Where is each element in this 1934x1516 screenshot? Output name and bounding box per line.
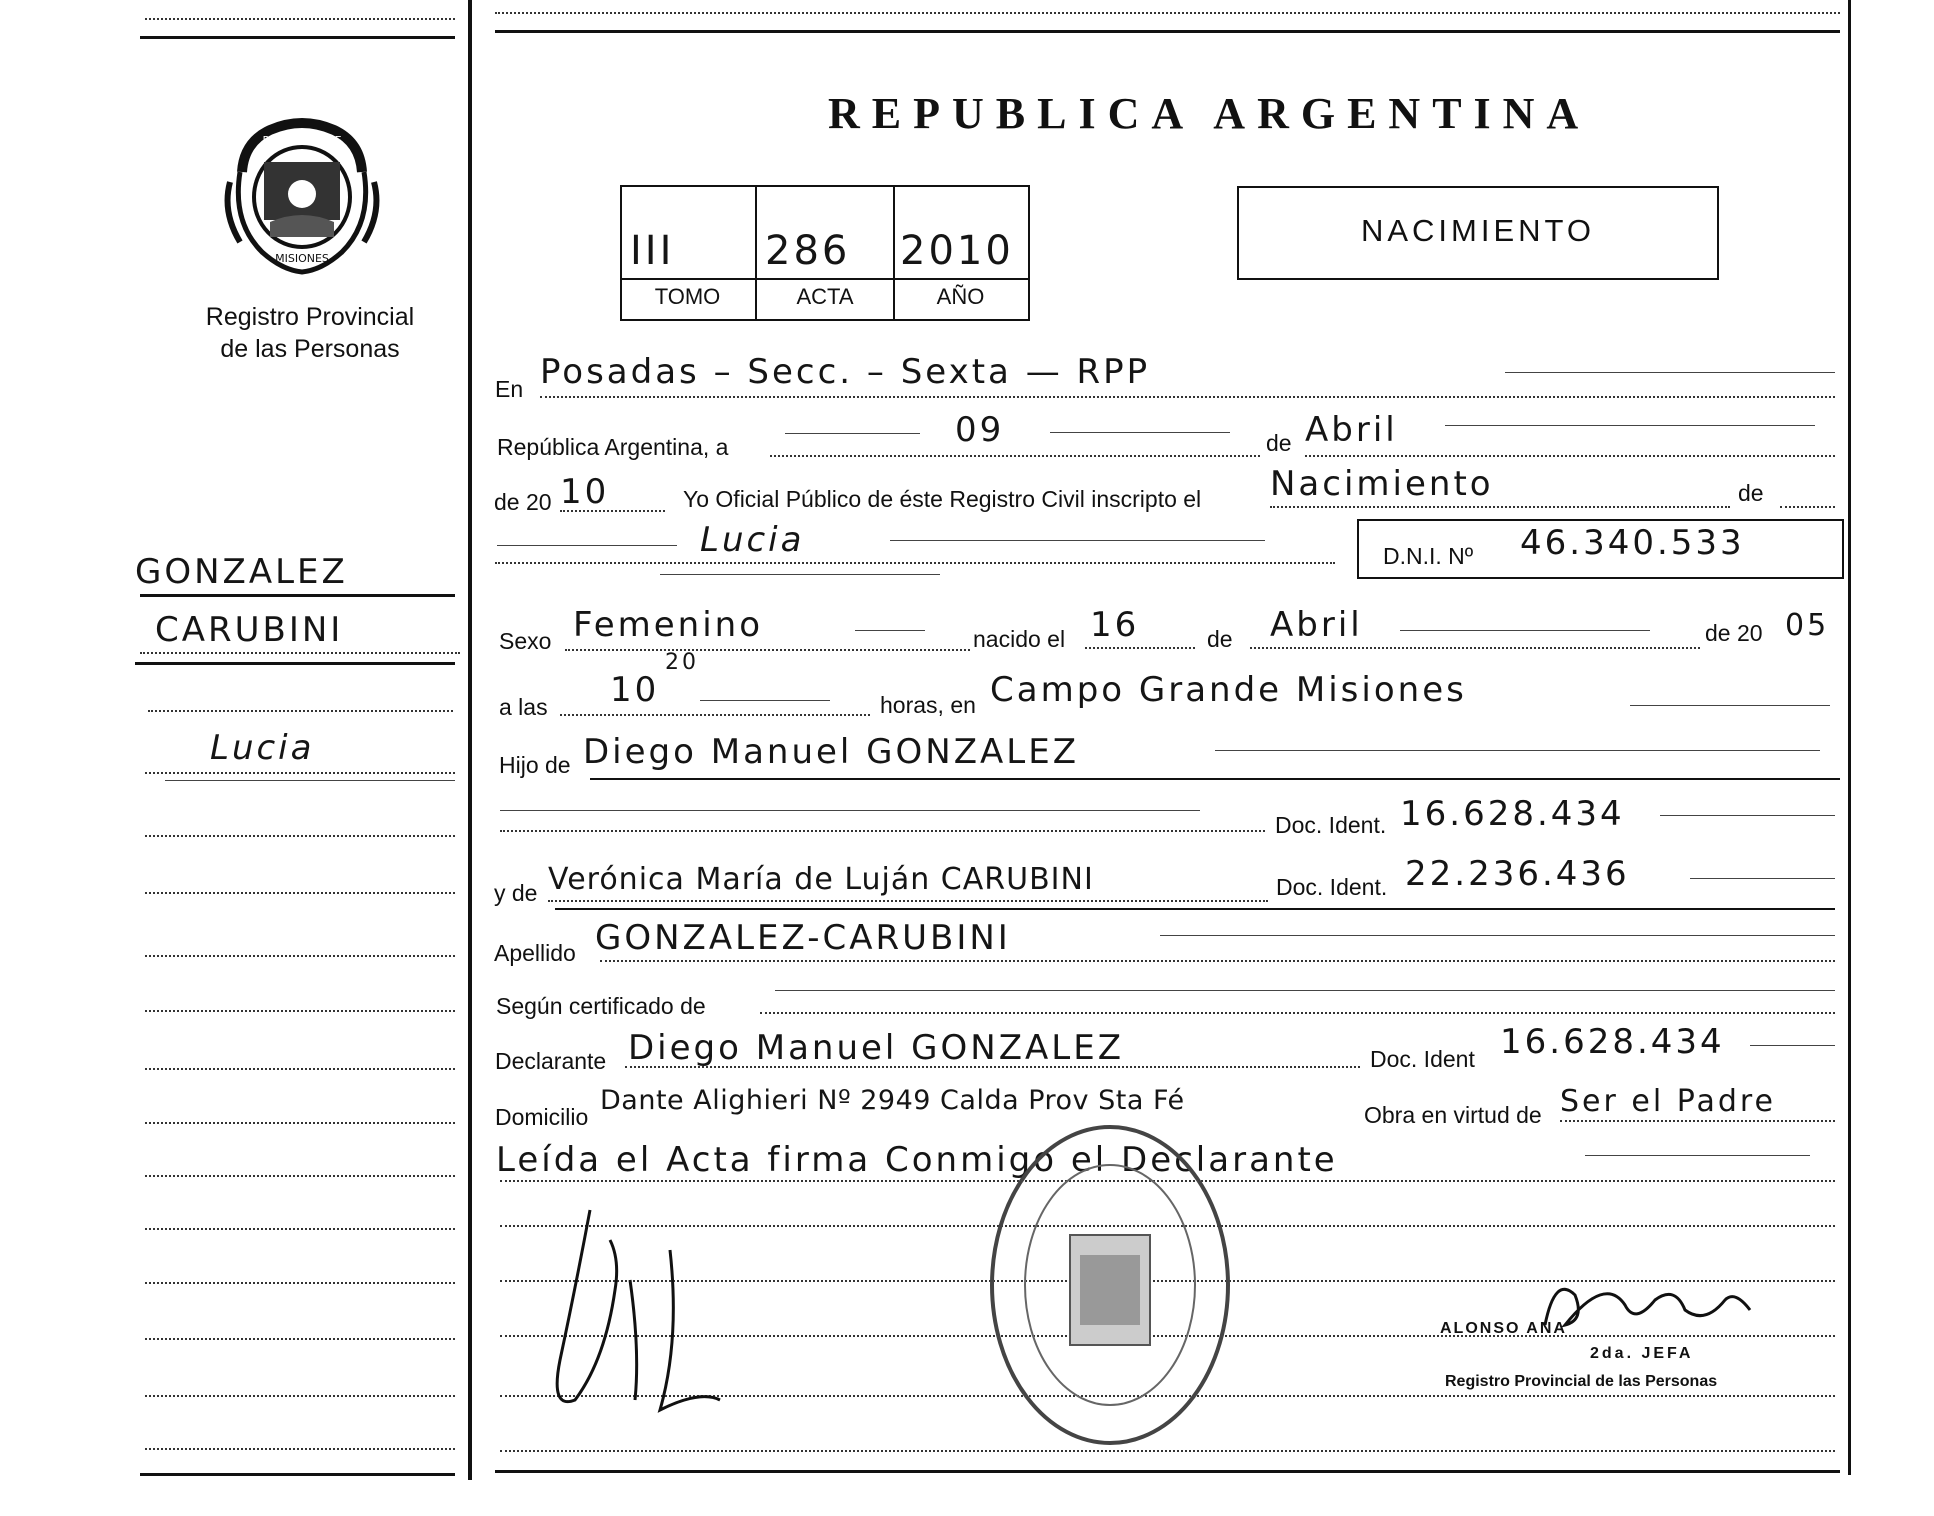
obra-label: Obra en virtud de	[1364, 1102, 1542, 1128]
top-rule	[495, 30, 1840, 33]
horas-label: horas, en	[880, 692, 976, 718]
fill-line	[775, 990, 1835, 991]
form-dotted-line	[1305, 455, 1835, 457]
fill-line	[1690, 878, 1835, 879]
margin-surname2: CARUBINI	[155, 610, 344, 650]
fill-line	[590, 778, 1840, 780]
anio-label: AÑO	[936, 284, 985, 309]
margin-dotted-line	[145, 1395, 455, 1397]
fill-line	[1215, 750, 1820, 751]
dni-value: 46.340.533	[1520, 523, 1745, 563]
name-value: Lucia	[700, 520, 805, 560]
top-dotted-line	[495, 12, 1840, 14]
hijo-label: Hijo de	[499, 752, 571, 778]
alas-label: a las	[499, 694, 548, 720]
mother-name: Verónica María de Luján CARUBINI	[548, 862, 1094, 897]
official-name: ALONSO ANA	[1440, 1320, 1567, 1337]
fill-line	[785, 433, 920, 434]
mother-doc: 22.236.436	[1405, 854, 1630, 894]
segun-label: Según certificado de	[496, 993, 706, 1019]
fill-line	[890, 540, 1265, 541]
bottom-rule	[495, 1470, 1840, 1473]
declarante-label: Declarante	[495, 1048, 607, 1074]
tomo-value: III	[630, 228, 675, 274]
margin-dotted-line	[145, 18, 455, 20]
declarante-name: Diego Manuel GONZALEZ	[628, 1028, 1124, 1068]
place-value: Posadas – Secc. – Sexta — RPP	[540, 352, 1151, 392]
official-title: 2da. JEFA	[1590, 1345, 1694, 1362]
de-label-2: de	[1738, 480, 1764, 506]
fill-line	[855, 630, 925, 631]
registry-line1: Registro Provincial	[205, 303, 415, 331]
birth-day: 16	[1090, 605, 1140, 645]
month-value: Abril	[1305, 410, 1398, 450]
oficial-text: Yo Oficial Público de éste Registro Civil inscripto el	[683, 486, 1202, 512]
margin-dotted-line	[145, 1228, 455, 1230]
fill-line	[1400, 630, 1650, 631]
declarant-signature-icon	[520, 1200, 750, 1440]
margin-dotted-line	[145, 892, 455, 894]
margin-rule	[135, 662, 455, 665]
margin-bottom-rule	[140, 1473, 455, 1476]
form-dotted-line	[1560, 1120, 1835, 1122]
form-dotted-line	[500, 830, 1265, 832]
domicilio-value: Dante Alighieri Nº 2949 Calda Prov Sta Fé	[600, 1085, 1185, 1116]
sexo-value: Femenino	[573, 605, 763, 645]
birth-month: Abril	[1270, 605, 1363, 645]
doc-ident-label-3: Doc. Ident	[1370, 1046, 1475, 1072]
fill-line	[1585, 1155, 1810, 1156]
year-suffix: 10	[560, 472, 610, 512]
margin-rule	[140, 594, 455, 597]
form-dotted-line	[760, 1012, 1835, 1014]
box-divider	[620, 278, 1028, 280]
fill-line	[1750, 1045, 1835, 1046]
republica-label: República Argentina, a	[497, 434, 729, 460]
form-dotted-line	[495, 562, 1335, 564]
dni-label: D.N.I. Nº	[1383, 543, 1474, 569]
margin-dotted-line	[145, 1338, 455, 1340]
form-dotted-line	[600, 960, 1835, 962]
margin-dotted-line	[145, 1175, 455, 1177]
official-stamp-icon	[980, 1115, 1240, 1455]
margin-dotted-line	[145, 955, 455, 957]
fill-line	[1660, 815, 1835, 816]
acta-label: ACTA	[796, 284, 854, 309]
form-dotted-line	[1085, 647, 1195, 649]
form-dotted-line	[560, 510, 665, 512]
fill-line	[555, 908, 1835, 910]
record-type: NACIMIENTO	[1360, 213, 1596, 248]
tomo-label: TOMO	[654, 284, 721, 309]
birth-year-suffix: 05	[1785, 608, 1830, 643]
yde-label: y de	[494, 880, 538, 906]
margin-dotted-line	[145, 1122, 455, 1124]
margin-dotted-line	[148, 710, 453, 712]
en-label: En	[495, 376, 524, 402]
right-border	[1848, 0, 1851, 1475]
form-dotted-line	[770, 455, 1260, 457]
doc-ident-label-1: Doc. Ident.	[1275, 812, 1387, 838]
fill-line	[1630, 705, 1830, 706]
day-value: 09	[955, 410, 1005, 450]
fill-line	[1160, 935, 1835, 936]
nacido-label: nacido el	[973, 626, 1066, 652]
fill-line	[1445, 425, 1815, 426]
obra-value: Ser el Padre	[1560, 1084, 1776, 1119]
fill-line	[700, 700, 830, 701]
form-dotted-line	[1250, 647, 1700, 649]
fill-line	[497, 545, 677, 546]
father-name: Diego Manuel GONZALEZ	[583, 732, 1079, 772]
fill-line	[1505, 372, 1835, 373]
fill-line	[500, 810, 1200, 811]
fill-line	[660, 574, 940, 575]
act-type-value: Nacimiento	[1270, 464, 1494, 504]
margin-surname1: GONZALEZ	[135, 552, 348, 592]
form-dotted-line	[540, 396, 1835, 398]
birth-place: Campo Grande Misiones	[990, 670, 1467, 710]
doc-ident-label-2: Doc. Ident.	[1276, 874, 1388, 900]
margin-dotted-line	[140, 652, 460, 654]
margin-dotted-line	[145, 835, 455, 837]
minutes-value: 20	[665, 650, 699, 675]
margin-dotted-line	[145, 1448, 455, 1450]
birth-de-label: de	[1207, 626, 1233, 652]
form-dotted-line	[548, 900, 1268, 902]
de-label: de	[1266, 430, 1292, 456]
country-title: REPUBLICA ARGENTINA	[828, 89, 1591, 138]
apellido-label: Apellido	[494, 940, 576, 966]
margin-given-name: Lucia	[210, 728, 315, 768]
form-dotted-line	[1780, 506, 1835, 508]
registry-line2: de las Personas	[220, 335, 400, 363]
form-dotted-line	[560, 714, 870, 716]
province-seal-icon	[222, 112, 382, 282]
margin-top-rule	[140, 36, 455, 39]
form-dotted-line	[565, 649, 970, 651]
year-prefix: de 20	[494, 489, 552, 515]
official-office: Registro Provincial de las Personas	[1445, 1373, 1718, 1390]
apellido-value: GONZALEZ-CARUBINI	[595, 918, 1011, 958]
domicilio-label: Domicilio	[495, 1104, 589, 1130]
margin-underline	[165, 780, 455, 781]
fill-line	[1050, 432, 1230, 433]
margin-dotted-line	[145, 1010, 455, 1012]
margin-dotted-line	[145, 772, 455, 774]
hour-value: 10	[610, 670, 660, 710]
margin-dotted-line	[145, 1282, 455, 1284]
seal-top-text: PROVINCIA DE	[262, 134, 342, 147]
seal-bottom-text: MISIONES	[275, 252, 329, 265]
anio-value: 2010	[900, 228, 1014, 274]
leida-text: Leída el Acta firma Conmigo el Declarante	[496, 1140, 1338, 1180]
father-doc: 16.628.434	[1400, 794, 1625, 834]
acta-value: 286	[765, 228, 851, 274]
column-divider	[468, 0, 472, 1480]
margin-dotted-line	[145, 1068, 455, 1070]
form-dotted-line	[1270, 506, 1730, 508]
declarante-doc: 16.628.434	[1500, 1022, 1725, 1062]
birth-year-prefix: de 20	[1705, 620, 1763, 646]
form-dotted-line	[625, 1066, 1360, 1068]
sexo-label: Sexo	[499, 628, 552, 654]
